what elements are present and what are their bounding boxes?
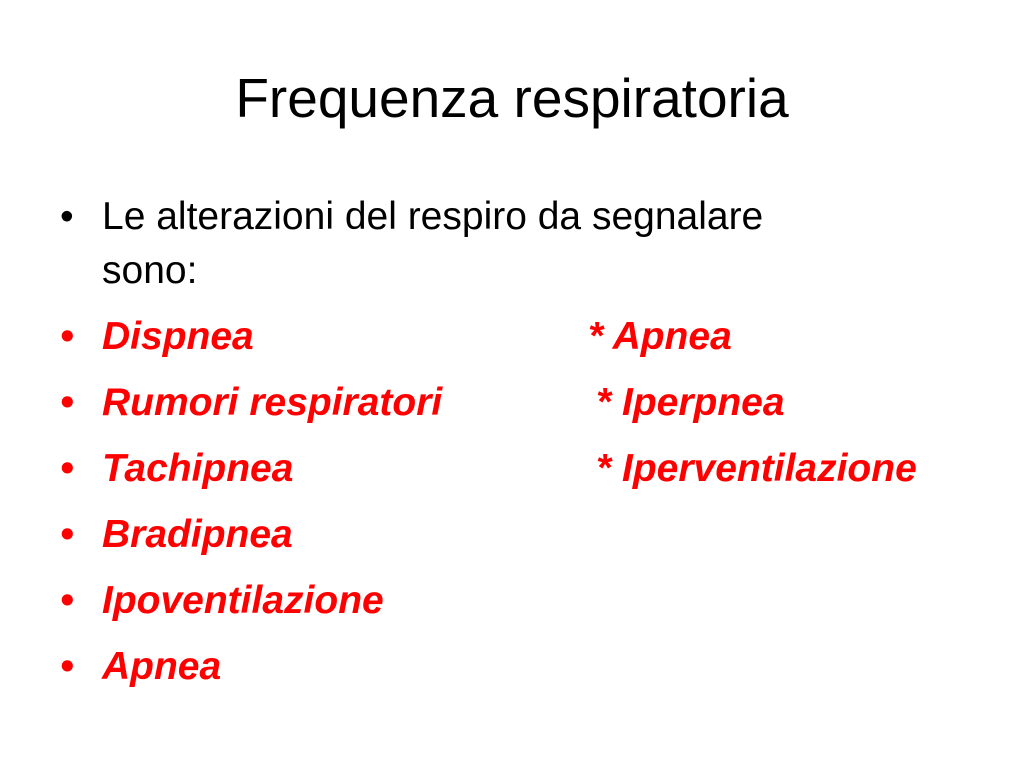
- bullet-dot-icon: •: [60, 645, 74, 688]
- bullet-dot-icon: •: [60, 513, 74, 556]
- bullet-item: [60, 376, 990, 430]
- bullet-item-right: * Iperventilazione: [596, 447, 917, 490]
- bullet-dot-icon: •: [60, 447, 74, 490]
- bullet-list: [60, 190, 990, 706]
- bullet-dot-icon: •: [60, 315, 74, 358]
- bullet-item: [60, 310, 990, 364]
- bullet-dot-icon: •: [60, 381, 74, 424]
- bullet-item-right: * Apnea: [588, 315, 732, 358]
- bullet-item-left: Apnea: [102, 645, 222, 688]
- bullet-intro-line-2: sono:: [102, 249, 198, 292]
- bullet-item-left: Dispnea: [102, 315, 254, 358]
- bullet-item: [60, 442, 990, 496]
- bullet-item: [60, 574, 990, 628]
- bullet-intro: [60, 190, 990, 298]
- bullet-item: [60, 640, 990, 694]
- bullet-item-right: * Iperpnea: [596, 381, 785, 424]
- bullet-intro-text: [102, 190, 763, 298]
- slide-title: Frequenza respiratoria: [235, 67, 789, 129]
- bullet-dot-icon: •: [60, 195, 74, 238]
- bullet-item: [60, 508, 990, 562]
- bullet-dot-icon: •: [60, 579, 74, 622]
- bullet-intro-line-1: Le alterazioni del respiro da segnalare: [102, 195, 764, 238]
- bullet-item-left: Bradipnea: [102, 513, 293, 556]
- bullet-item-left: Ipoventilazione: [102, 579, 384, 622]
- bullet-item-left: Tachipnea: [102, 447, 294, 490]
- bullet-item-left: Rumori respiratori: [102, 381, 443, 424]
